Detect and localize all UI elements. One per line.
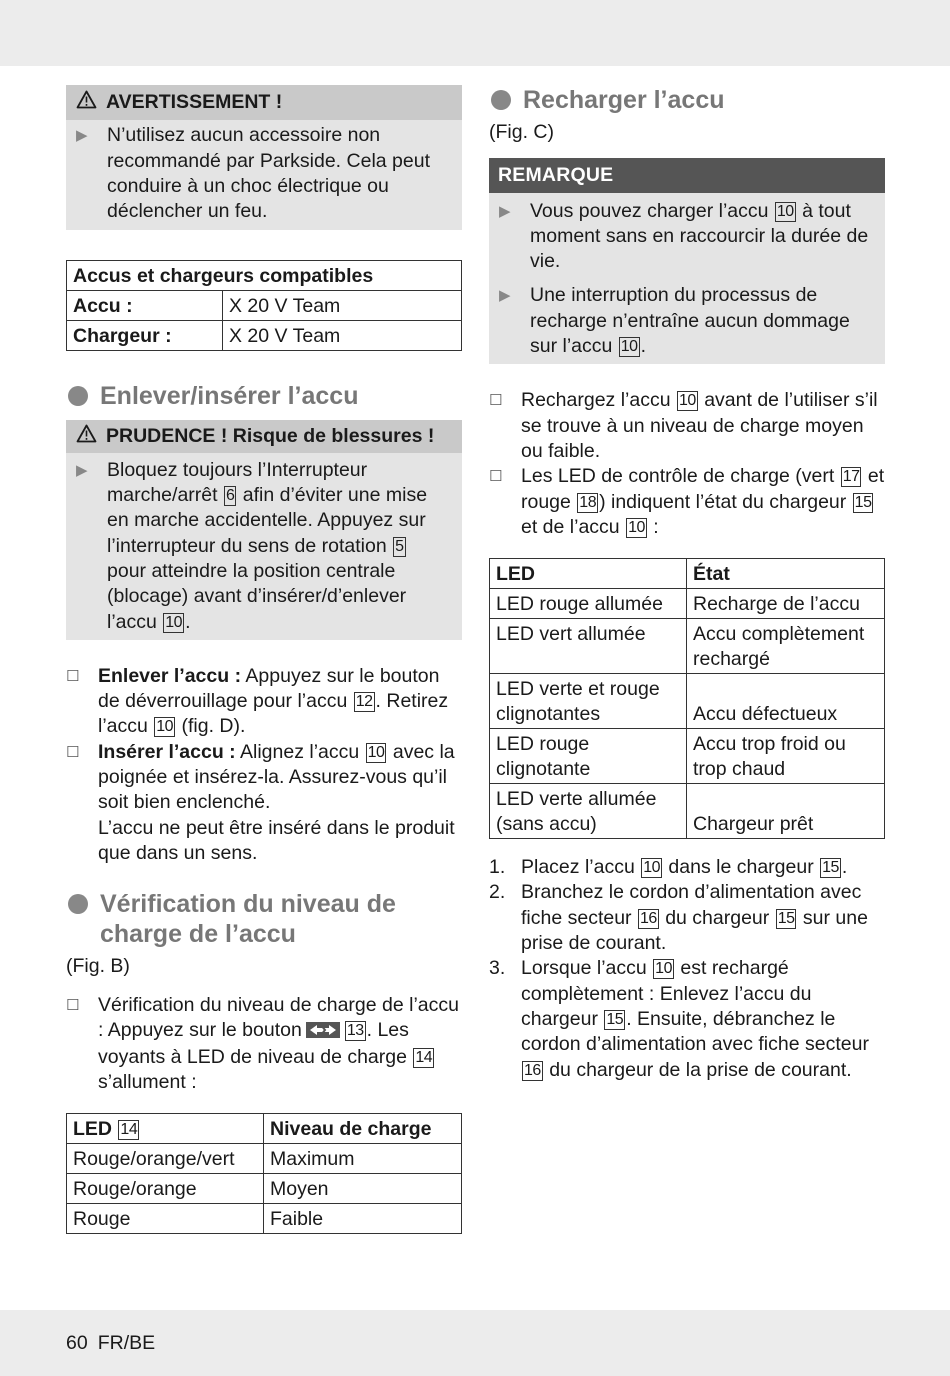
note-header: REMARQUE	[489, 158, 885, 192]
remove-insert-list	[66, 664, 462, 866]
ref-number: 10	[165, 613, 183, 631]
caution-box	[66, 420, 462, 639]
ref-number: 10	[776, 202, 794, 220]
section-bullet-icon	[68, 894, 88, 914]
table-row: LED rouge clignotante Accu trop froid ou trop chaud	[490, 729, 885, 784]
arrow-bullet-icon: ▶	[76, 461, 88, 479]
ref-number: 10	[679, 392, 696, 410]
steps-list	[489, 855, 885, 1083]
compat-table-title: Accus et chargeurs compatibles	[67, 261, 462, 291]
list-item: ☐ Rechargez l’accu 10 avant de l’utiliser s’il se trouve à un niveau de charge moyen ou faible.	[489, 388, 885, 464]
list-item: ☐ Les LED de contrôle de charge (vert 17 et rouge 18 ) indiquent l’état du chargeur 15 et de l’accu 10 :	[489, 464, 885, 540]
step-number: 2.	[489, 881, 506, 904]
warning-title: AVERTISSEMENT !	[106, 91, 283, 113]
page-footer	[66, 1331, 155, 1356]
table-row: Rouge Faible	[67, 1203, 462, 1233]
step-number: 1.	[489, 856, 506, 879]
checkbox-bullet-icon: ☐	[66, 996, 80, 1014]
top-band	[0, 0, 950, 66]
column-header-led: LED	[490, 559, 687, 589]
table-row	[67, 321, 462, 351]
led-state-table	[489, 558, 885, 839]
section-title-level	[66, 889, 462, 949]
figure-ref: (Fig. B)	[66, 955, 130, 978]
compat-label: Accu :	[67, 291, 223, 321]
ref-number: 17	[842, 468, 860, 486]
arrow-bullet-icon: ▶	[499, 202, 511, 220]
ref-number: 10	[156, 718, 174, 736]
note-item: ▶ Une interruption du processus de recharge n’entraîne aucun dommage sur l’accu 10 .	[499, 283, 871, 359]
compat-value: X 20 V Team	[223, 321, 462, 351]
item-label: Enlever l’accu :	[98, 664, 242, 687]
table-row: Rouge/orange Moyen	[67, 1173, 462, 1203]
step-number: 3.	[489, 957, 506, 980]
table-row: LED verte et rouge clignotantes Accu défectueux	[490, 674, 885, 729]
level-list	[66, 993, 462, 1096]
compat-table	[66, 260, 462, 351]
arrow-bullet-icon: ▶	[499, 287, 511, 305]
ref-number: 10	[643, 859, 661, 877]
ref-number: 15	[777, 909, 795, 927]
list-item: 1. Placez l’accu 10 dans le chargeur 15 .	[489, 855, 885, 880]
list-item: ☐ Enlever l’accu : Appuyez sur le bouton de déverrouillage pour l’accu 12 . Retirez l’accu 10 (fig. D).	[66, 664, 462, 740]
ref-number: 16	[639, 909, 657, 927]
warning-triangle-icon	[76, 424, 98, 450]
ref-number: 13	[346, 1021, 364, 1039]
left-column	[66, 85, 462, 1234]
right-column	[489, 85, 885, 1083]
table-row: LED rouge allumée Recharge de l’accu	[490, 589, 885, 619]
item-label: Insérer l’accu :	[98, 740, 236, 763]
page-number: 60	[66, 1332, 88, 1354]
table-row: LED verte allumée (sans accu) Chargeur prêt	[490, 784, 885, 839]
list-item: ☐ Vérification du niveau de charge de l’accu : Appuyez sur le bouton 13 . Les voyants à LED de niveau de charge 14 s’allument :	[66, 993, 462, 1096]
table-row	[67, 291, 462, 321]
ref-number: 6	[225, 487, 235, 505]
charge-level-table	[66, 1113, 462, 1234]
checkbox-bullet-icon: ☐	[489, 468, 503, 486]
ref-number: 10	[620, 338, 638, 356]
ref-number: 10	[367, 743, 385, 761]
caution-item	[76, 458, 448, 635]
checkbox-bullet-icon: ☐	[66, 667, 80, 685]
ref-number: 15	[606, 1010, 624, 1028]
caution-header	[66, 420, 462, 452]
charge-list	[489, 388, 885, 540]
ref-number: 12	[355, 693, 373, 711]
column-header-level: Niveau de charge	[264, 1113, 462, 1143]
section-title-text: Enlever/insérer l’accu	[100, 382, 359, 411]
warning-text: N’utilisez aucun accessoire non recommandé par Parkside. Cela peut conduire à un choc électrique ou déclencher un feu.	[107, 124, 430, 223]
ref-number: 5	[395, 537, 404, 555]
language-code: FR/BE	[97, 1332, 156, 1354]
ref-number: 15	[854, 493, 872, 511]
figure-ref: (Fig. C)	[489, 121, 554, 143]
ref-number: 14	[120, 1120, 138, 1138]
list-item: ☐ Insérer l’accu : Alignez l’accu 10 avec la poignée et insérez-la. Assurez-vous qu’il soit bien enclenché. L’accu ne peut être inséré dans le produit que dans un sens.	[66, 740, 462, 866]
ref-number: 18	[579, 493, 597, 511]
column-header-led: LED 14	[67, 1113, 264, 1143]
section-title-text: Recharger l’accu	[523, 86, 725, 114]
warning-triangle-icon	[76, 90, 98, 116]
checkbox-bullet-icon: ☐	[489, 392, 503, 410]
table-row: Rouge/orange/vert Maximum	[67, 1143, 462, 1173]
ref-number: 14	[415, 1049, 433, 1067]
compat-label: Chargeur :	[67, 321, 223, 351]
section-title-remove	[66, 381, 462, 411]
warning-header	[66, 85, 462, 120]
section-bullet-icon	[68, 386, 88, 406]
warning-box	[66, 85, 462, 230]
ref-number: 10	[628, 518, 645, 536]
section-bullet-icon	[491, 90, 511, 110]
table-row: LED vert allumée Accu complètement rechargé	[490, 619, 885, 674]
list-item: 3. Lorsque l’accu 10 est rechargé complètement : Enlevez l’accu du chargeur 15 . Ensuite, débranchez le cordon d’alimentation avec fiche secteur 16 du chargeur de la prise de courant.	[489, 956, 885, 1082]
list-item: 2. Branchez le cordon d’alimentation avec fiche secteur 16 du chargeur 15 sur une prise de courant.	[489, 880, 885, 956]
column-header-state: État	[687, 559, 885, 589]
caution-text: Bloquez toujours l’Interrupteur marche/arrêt 6 afin d’éviter une mise en marche accidentelle. Appuyez sur l’interrupteur du sens de rotation 5 pour atteindre la position centrale (blocage) avant d’insérer/d’enlever l’accu 10 .	[107, 458, 428, 633]
section-title-text: Vérification du niveau de charge de l’accu	[100, 890, 396, 949]
note-item: ▶ Vous pouvez charger l’accu 10 à tout moment sans en raccourcir la durée de vie.	[499, 199, 871, 275]
note-box	[489, 158, 885, 364]
checkbox-bullet-icon: ☐	[66, 743, 80, 761]
ref-number: 10	[655, 960, 672, 978]
caution-title: PRUDENCE ! Risque de blessures !	[106, 425, 435, 448]
ref-number: 16	[524, 1061, 541, 1079]
battery-level-button-icon	[306, 1020, 340, 1045]
compat-value: X 20 V Team	[223, 291, 462, 321]
arrow-bullet-icon: ▶	[76, 127, 88, 145]
warning-item	[76, 123, 448, 224]
section-title-charge	[489, 85, 885, 115]
ref-number: 15	[822, 859, 839, 877]
